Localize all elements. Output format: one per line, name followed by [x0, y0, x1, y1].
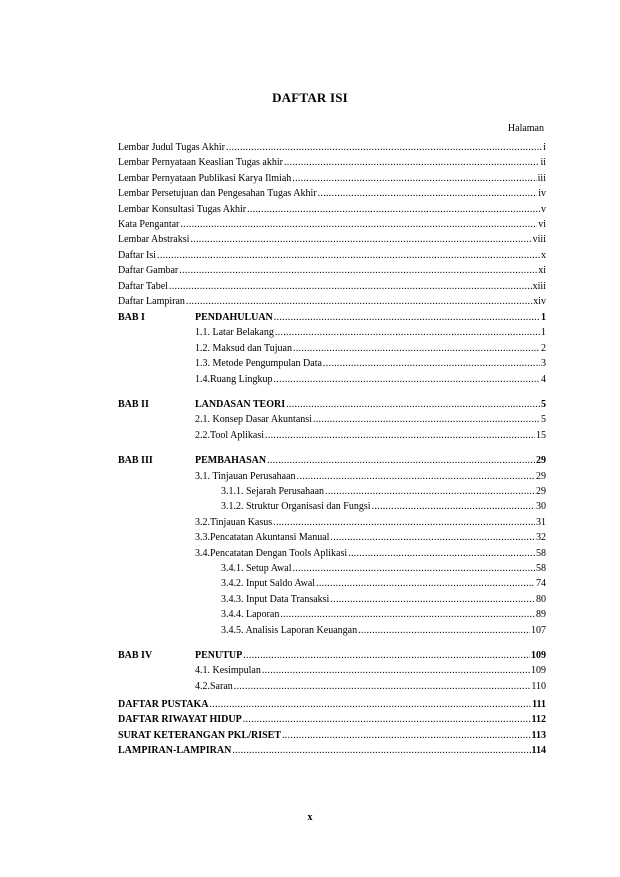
- toc-entry-section[interactable]: [118, 592, 546, 606]
- toc-entry-page: 5: [541, 399, 546, 410]
- chapter-number: BAB III: [118, 455, 153, 467]
- toc-entry-front[interactable]: [118, 248, 546, 262]
- dot-leader: [274, 312, 540, 324]
- toc-entry-label: DAFTAR RIWAYAT HIDUP: [118, 714, 242, 726]
- dot-leader: [273, 517, 535, 529]
- dot-leader: [330, 594, 535, 606]
- toc-entry-page: 30: [536, 501, 546, 513]
- page-title: DAFTAR ISI: [272, 90, 348, 105]
- toc-entry-back[interactable]: [118, 728, 546, 742]
- toc-chapter-heading[interactable]: [118, 453, 546, 467]
- toc-entry-page: 31: [536, 516, 546, 528]
- toc-entry-page: i: [543, 142, 546, 153]
- toc-entry-page: xiv: [533, 296, 546, 307]
- toc-entry-label: 3.4.4. Laporan: [221, 609, 280, 621]
- toc-entry-page: iii: [537, 172, 546, 184]
- toc-entry-page: 109: [531, 665, 546, 677]
- toc-entry-label: LANDASAN TEORI: [195, 399, 286, 410]
- toc-entry-front[interactable]: [118, 217, 546, 231]
- toc-entry-label: 1.1. Latar Belakang: [195, 327, 274, 339]
- dot-leader: [293, 343, 540, 355]
- toc-entry-front[interactable]: [118, 202, 546, 216]
- toc-entry-label: Lembar Abstraksi: [118, 234, 190, 246]
- toc-entry-label: 3.1.2. Struktur Organisasi dan Fungsi: [221, 501, 371, 513]
- toc-entry-page: 107: [531, 624, 546, 636]
- dot-leader: [372, 501, 535, 513]
- toc-entry-label: 3.4.Pencatatan Dengan Tools Aplikasi: [195, 547, 348, 559]
- dot-leader: [169, 281, 532, 293]
- toc-entry-section[interactable]: [118, 499, 546, 513]
- toc-entry-label: Daftar Tabel: [118, 280, 168, 292]
- toc-entry-page: 2: [541, 342, 546, 354]
- toc-entry-label: 4.1. Kesimpulan: [195, 665, 261, 677]
- toc-entry-label: 2.1. Konsep Dasar Akuntansi: [195, 414, 312, 426]
- toc-entry-page: v: [541, 203, 546, 215]
- toc-entry-page: x: [541, 249, 546, 261]
- dot-leader: [274, 374, 541, 386]
- dot-leader: [284, 157, 539, 169]
- toc-entry-page: 29: [536, 486, 546, 497]
- dot-leader: [226, 142, 542, 154]
- toc-chapter-heading[interactable]: [118, 648, 546, 662]
- toc-entry-front[interactable]: [118, 263, 546, 277]
- toc-entry-front[interactable]: [118, 140, 546, 154]
- toc-entry-section[interactable]: [118, 576, 546, 590]
- dot-leader: [275, 327, 540, 339]
- toc-entry-page: 109: [531, 650, 546, 661]
- dot-leader: [313, 414, 540, 426]
- toc-entry-label: 3.4.2. Input Saldo Awal: [221, 578, 316, 590]
- dot-leader: [330, 532, 535, 544]
- dot-leader: [190, 234, 531, 246]
- toc-entry-label: Daftar Isi: [118, 249, 157, 261]
- dot-leader: [280, 609, 535, 621]
- toc-entry-section[interactable]: [118, 469, 546, 483]
- toc-entry-label: 1.2. Maksud dan Tujuan: [195, 342, 292, 354]
- toc-entry-page: 114: [531, 745, 546, 757]
- toc-entry-label: Daftar Gambar: [118, 265, 179, 277]
- toc-entry-label: Daftar Lampiran: [118, 296, 185, 307]
- toc-entry-section[interactable]: [118, 356, 546, 370]
- dot-leader: [358, 625, 530, 637]
- dot-leader: [316, 578, 535, 590]
- toc-entry-label: Lembar Konsultasi Tugas Akhir: [118, 203, 247, 215]
- toc-entry-section[interactable]: [118, 530, 546, 544]
- dot-leader: [232, 745, 530, 757]
- toc-chapter-heading[interactable]: [118, 310, 546, 324]
- toc-entry-page: vi: [538, 219, 546, 230]
- toc-entry-page: 4: [541, 373, 546, 385]
- toc-entry-label: 3.3.Pencatatan Akuntansi Manual: [195, 532, 330, 544]
- toc-entry-label: PENUTUP: [195, 650, 243, 661]
- toc-entry-label: Lembar Persetujuan dan Pengesahan Tugas Akhir: [118, 188, 317, 200]
- toc-entry-page: 15: [536, 429, 546, 441]
- toc-entry-section[interactable]: [118, 341, 546, 355]
- dot-leader: [282, 730, 531, 742]
- dot-leader: [157, 250, 540, 262]
- toc-entry-label: 3.1. Tinjauan Perusahaan: [195, 470, 296, 482]
- toc-entry-page: 3: [541, 358, 546, 370]
- dot-leader: [286, 399, 540, 411]
- dot-leader: [292, 563, 535, 575]
- toc-entry-section[interactable]: [118, 484, 546, 498]
- toc-entry-page: 1: [541, 312, 546, 323]
- chapter-number: BAB IV: [118, 650, 153, 661]
- toc-entry-label: 3.2.Tinjauan Kasus: [195, 516, 273, 528]
- toc-entry-label: 1.4.Ruang Lingkup: [195, 373, 273, 385]
- toc-entry-section[interactable]: [118, 663, 546, 677]
- toc-entry-page: 110: [531, 680, 546, 692]
- toc-entry-page: 113: [531, 729, 546, 741]
- toc-entry-section[interactable]: [118, 607, 546, 621]
- toc-entry-label: Kata Pengantar: [118, 219, 180, 230]
- toc-entry-page: 29: [536, 455, 546, 467]
- dot-leader: [180, 219, 537, 231]
- toc-entry-section[interactable]: [118, 561, 546, 575]
- toc-entry-page: 32: [536, 532, 546, 544]
- toc-entry-label: LAMPIRAN-LAMPIRAN: [118, 745, 232, 757]
- dot-leader: [209, 699, 531, 711]
- dot-leader: [179, 265, 537, 277]
- toc-entry-page: viii: [532, 234, 546, 246]
- toc-entry-label: SURAT KETERANGAN PKL/RISET: [118, 729, 281, 741]
- toc-entry-section[interactable]: [118, 412, 546, 426]
- toc-entry-label: 3.1.1. Sejarah Perusahaan: [221, 486, 325, 497]
- toc-entry-front[interactable]: [118, 294, 546, 308]
- toc-entry-section[interactable]: [118, 679, 546, 693]
- toc-entry-section[interactable]: [118, 546, 546, 560]
- dot-leader: [265, 430, 535, 442]
- toc-entry-label: Lembar Judul Tugas Akhir: [118, 142, 225, 153]
- toc-entry-label: 1.3. Metode Pengumpulan Data: [195, 358, 322, 370]
- toc-entry-front[interactable]: [118, 232, 546, 246]
- toc-entry-front[interactable]: [118, 155, 546, 169]
- dot-leader: [243, 650, 530, 662]
- chapter-number: BAB II: [118, 399, 149, 410]
- toc-entry-label: DAFTAR PUSTAKA: [118, 699, 209, 710]
- toc-entry-label: Lembar Pernyataan Publikasi Karya Ilmiah: [118, 172, 292, 184]
- toc-entry-page: 112: [531, 714, 546, 726]
- chapter-number: BAB I: [118, 312, 145, 323]
- toc-chapter-heading[interactable]: [118, 397, 546, 411]
- toc-entry-page: 74: [536, 578, 546, 590]
- dot-leader: [348, 548, 535, 560]
- toc-entry-section[interactable]: [118, 515, 546, 529]
- toc-entry-page: 58: [536, 547, 546, 559]
- dot-leader: [234, 681, 531, 693]
- dot-leader: [318, 188, 538, 200]
- toc-entry-section[interactable]: [118, 325, 546, 339]
- toc-entry-label: 2.2.Tool Aplikasi: [195, 429, 265, 441]
- dot-leader: [186, 296, 532, 308]
- dot-leader: [243, 714, 531, 726]
- toc-entry-label: PENDAHULUAN: [195, 312, 273, 323]
- toc-entry-section[interactable]: [118, 623, 546, 637]
- toc-entry-label: 4.2.Saran: [195, 680, 233, 692]
- toc-entry-page: 1: [541, 327, 546, 339]
- toc-entry-page: iv: [538, 188, 546, 200]
- toc-entry-label: Lembar Pernyataan Keaslian Tugas akhir: [118, 157, 283, 169]
- dot-leader: [247, 204, 540, 216]
- toc-entry-page: ii: [540, 157, 546, 169]
- toc-entry-page: xiii: [532, 280, 546, 292]
- halaman-label: Halaman: [507, 123, 544, 134]
- toc-entry-front[interactable]: [118, 171, 546, 185]
- toc-entry-label: PEMBAHASAN: [195, 455, 267, 467]
- toc-entry-page: 29: [536, 470, 546, 482]
- toc-entry-label: 3.4.1. Setup Awal: [221, 563, 292, 574]
- toc-entry-back[interactable]: [118, 743, 546, 757]
- dot-leader: [323, 358, 540, 370]
- toc-entry-front[interactable]: [118, 279, 546, 293]
- toc-entry-page: 58: [536, 563, 546, 574]
- toc-entry-label: 3.4.5. Analisis Laporan Keuangan: [221, 624, 358, 636]
- toc-entry-section[interactable]: [118, 428, 546, 442]
- dot-leader: [262, 665, 530, 677]
- dot-leader: [297, 471, 535, 483]
- toc-entry-page: 80: [536, 593, 546, 605]
- dot-leader: [267, 455, 535, 467]
- toc-entry-back[interactable]: [118, 697, 546, 711]
- dot-leader: [325, 486, 535, 498]
- dot-leader: [292, 173, 536, 185]
- toc-entry-back[interactable]: [118, 712, 546, 726]
- toc-entry-page: xi: [538, 265, 546, 277]
- toc-entry-label: 3.4.3. Input Data Transaksi: [221, 593, 330, 605]
- page-number: x: [307, 812, 313, 823]
- toc-entry-page: 89: [536, 609, 546, 621]
- toc-entry-page: 111: [532, 699, 546, 710]
- toc-entry-page: 5: [541, 414, 546, 426]
- toc-entry-section[interactable]: [118, 372, 546, 386]
- toc-entry-front[interactable]: [118, 186, 546, 200]
